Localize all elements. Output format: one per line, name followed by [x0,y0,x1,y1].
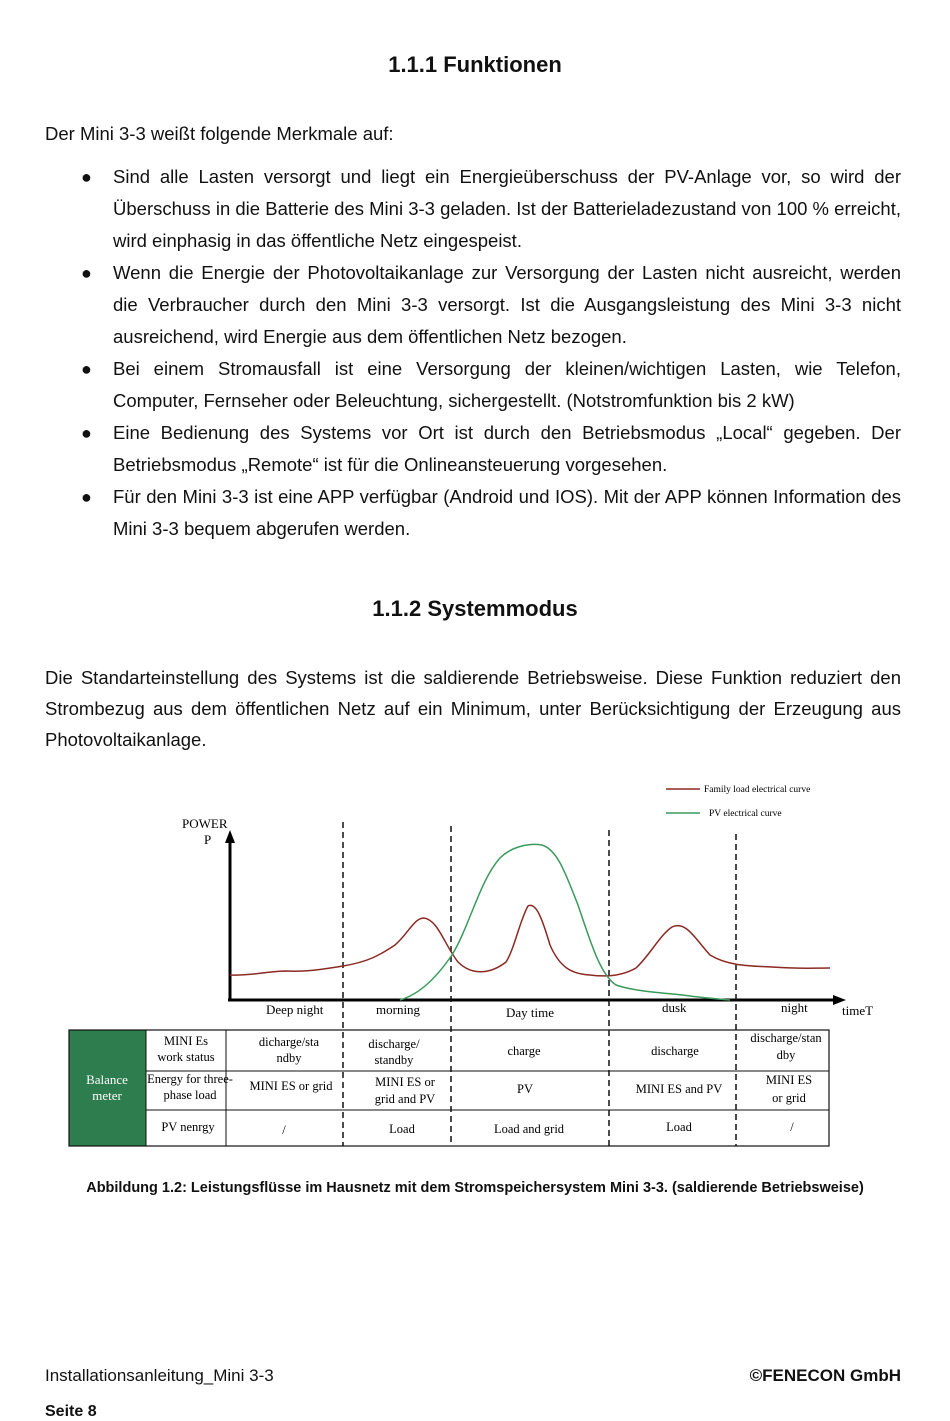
bullet-icon: ● [81,423,92,443]
period-label: morning [376,1002,421,1017]
legend-family-label: Family load electrical curve [704,785,811,795]
table-cell: PV [517,1082,533,1096]
bullet-icon: ● [81,167,92,187]
table-cell: / [790,1120,794,1134]
table-cell: Load and grid [493,1122,565,1136]
list-item: ● Bei einem Stromausfall ist eine Versorgung der kleinen/wichtigen Lasten, wie Telefon, Computer, Fernseher oder Beleuchtung, sichergestellt. (Notstromfunktion bis 2 kW) [45,353,901,417]
bullet-icon: ● [81,359,92,379]
footer-document-name: Installationsanleitung_Mini 3-3 [45,1366,274,1385]
bullet-icon: ● [81,263,92,283]
table-cell: Load [666,1120,692,1134]
table-cell: grid and PV [374,1092,436,1106]
family-load-curve [230,905,830,975]
intro-text: Der Mini 3-3 weißt folgende Merkmale auf: [45,123,394,144]
power-flow-diagram [0,770,950,1160]
period-label: Deep night [266,1002,324,1017]
y-axis-arrow [225,830,235,843]
table-cell: Load [389,1122,415,1136]
feature-list [45,161,901,545]
list-item: ● Für den Mini 3-3 ist eine APP verfügbar (Android und IOS). Mit der APP können Information des Mini 3-3 bequem abgerufen werden. [45,481,901,545]
table-cell: MINI ES or [375,1075,435,1089]
table-cell: or grid [772,1091,806,1105]
row-label: phase load [163,1088,217,1102]
table-cell: MINI ES or grid [249,1079,333,1093]
y-axis-symbol: P [204,832,212,847]
table-cell: dicharge/sta [258,1035,320,1049]
row-label: PV nenrgy [161,1120,215,1134]
page-number: Seite 8 [45,1403,97,1420]
systemmodus-paragraph: Die Standarteinstellung des Systems ist die saldierende Betriebsweise. Diese Funktion reduziert den Strombezug aus dem öffentlichen Netz auf ein Minimum, unter Berücksichtigung der Erzeugung aus Photovoltaikanlage. [45,667,901,750]
balance-meter-label: meter [92,1088,122,1103]
table-cell: charge [507,1044,541,1058]
table-cell: discharge/ [368,1037,420,1051]
list-item: ● Sind alle Lasten versorgt und liegt ein Energieüberschuss der PV-Anlage vor, so wird der Überschuss in die Batterie des Mini 3-3 geladen. Ist der Batterieladezustand von 100 % erreicht, wird einphasig in das öffentliche Netz eingespeist. [45,161,901,257]
row-label: MINI Es [163,1034,209,1048]
period-label: dusk [662,1000,687,1015]
footer-copyright: ©FENECON GmbH [749,1366,901,1385]
table-cell: ndby [276,1051,302,1065]
table-cell: MINI ES [765,1073,813,1087]
legend-pv-label: PV electrical curve [709,809,782,819]
row-label: Energy for three- [147,1072,233,1086]
bullet-icon: ● [81,487,92,507]
list-item: ● Wenn die Energie der Photovoltaikanlage zur Versorgung der Lasten nicht ausreicht, werden die Verbraucher durch den Mini 3-3 versorgt. Ist die Ausgangsleistung des Mini 3-3 nicht ausreichend, wird Energie aus dem öffentlichen Netz bezogen. [45,257,901,353]
balance-meter-label: Balance [86,1072,128,1087]
section-heading-funktionen: 1.1.1 Funktionen [388,52,562,77]
period-label: Day time [506,1005,555,1020]
table-cell: dby [776,1048,796,1062]
period-label: night [781,1000,808,1015]
status-table [69,1030,829,1146]
figure-caption: Abbildung 1.2: Leistungsflüsse im Hausnetz mit dem Stromspeichersystem Mini 3-3. (saldierende Betriebsweise) [86,1180,864,1196]
section-heading-systemmodus: 1.1.2 Systemmodus [372,596,578,621]
table-cell: MINI ES and PV [635,1082,723,1096]
list-item: ● Eine Bedienung des Systems vor Ort ist durch den Betriebsmodus „Local“ gegeben. Der Betriebsmodus „Remote“ ist für die Onlineansteuerung vorgesehen. [45,417,901,481]
table-cell: discharge/stan [750,1031,822,1045]
x-axis-label: timeT [842,1003,874,1018]
table-cell: / [282,1123,286,1137]
row-label: work status [157,1050,215,1064]
table-cell: standby [374,1053,414,1067]
table-cell: discharge [651,1044,699,1058]
pv-curve [400,844,730,1000]
y-axis-label: POWER [182,816,228,831]
